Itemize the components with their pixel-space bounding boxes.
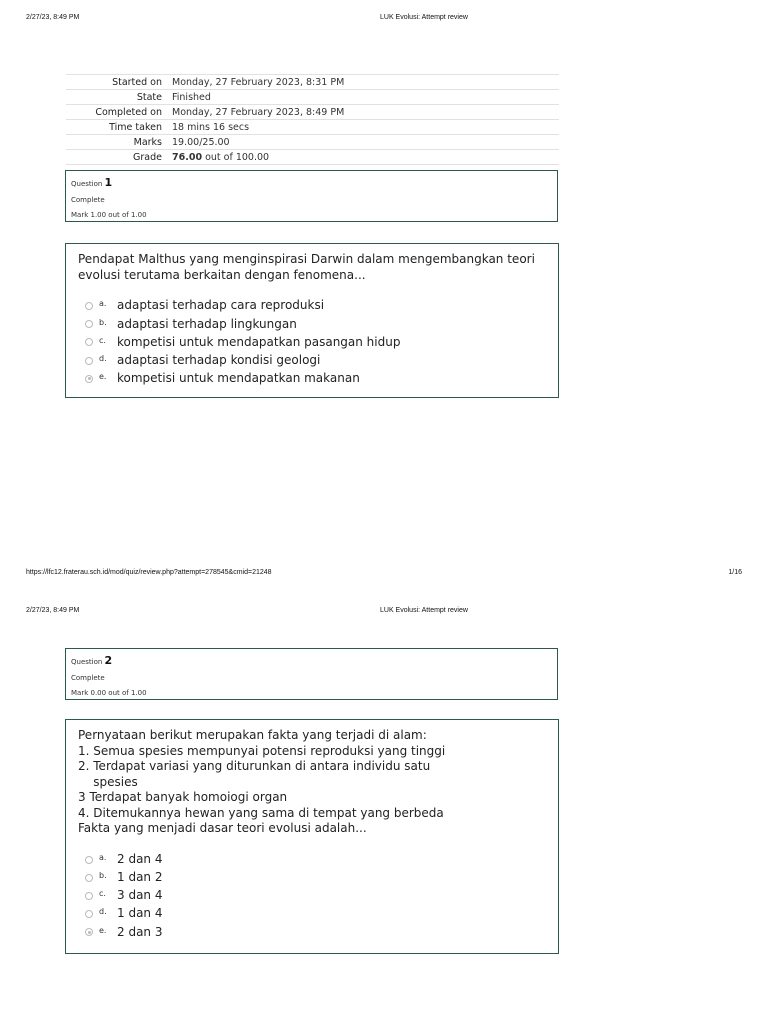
summary-row (66, 120, 559, 135)
radio-icon[interactable] (85, 856, 93, 864)
summary-label: Time taken (109, 121, 162, 133)
summary-value: 19.00/25.00 (172, 136, 230, 148)
answer-option-d[interactable]: d. 1 dan 4 (78, 905, 546, 923)
grade-label: Grade (133, 151, 162, 163)
grade-score: 76.00 (172, 151, 203, 163)
summary-label: State (136, 91, 162, 103)
question-text: Pendapat Malthus yang menginspirasi Darwin dalam mengembangkan teori evolusi terutama berkaitan dengan fenomena... (78, 252, 535, 282)
question-label: Question (71, 180, 103, 188)
radio-selected-icon[interactable] (85, 375, 93, 383)
summary-value: Monday, 27 February 2023, 8:31 PM (172, 76, 345, 88)
radio-icon[interactable] (85, 874, 93, 882)
summary-label: Started on (112, 76, 162, 88)
question-status: Complete (71, 196, 105, 204)
radio-icon[interactable] (85, 892, 93, 900)
question-content-2 (65, 719, 559, 954)
question-mark: Mark 0.00 out of 1.00 (71, 689, 147, 697)
answer-option-b[interactable]: b. adaptasi terhadap lingkungan (78, 315, 546, 333)
answer-option-a[interactable]: a. adaptasi terhadap cara reproduksi (78, 297, 546, 315)
answer-list (78, 851, 546, 942)
attempt-summary-table (66, 74, 559, 165)
summary-row (66, 90, 559, 105)
summary-row (66, 105, 559, 120)
answer-option-c[interactable]: c. kompetisi untuk mendapatkan pasangan hidup (78, 333, 546, 351)
answer-option-a[interactable]: a. 2 dan 4 (78, 851, 546, 869)
summary-value: Finished (172, 91, 211, 103)
question-content-1 (65, 243, 559, 398)
answer-option-b[interactable]: b. 1 dan 2 (78, 869, 546, 887)
answer-list (78, 297, 546, 388)
question-text: Pernyataan berikut merupakan fakta yang terjadi di alam: 1. Semua spesies mempunyai potensi reproduksi yang tinggi 2. Terdapat variasi yang diturunkan di antara individu satu spesies 3 Terdapat banyak homoiogi organ 4. Ditemukannya hewan yang sama di tempat yang berbeda Fakta yang menjadi dasar teori evolusi adalah... (78, 728, 446, 835)
summary-row (66, 75, 559, 90)
question-info-2 (65, 648, 558, 700)
summary-value: Monday, 27 February 2023, 8:49 PM (172, 106, 345, 118)
question-number: 1 (104, 176, 113, 189)
answer-option-d[interactable]: d. adaptasi terhadap kondisi geologi (78, 352, 546, 370)
grade-suffix: out of 100.00 (205, 151, 270, 163)
answer-option-e[interactable]: e. 2 dan 3 (78, 923, 546, 941)
radio-icon[interactable] (85, 910, 93, 918)
question-mark: Mark 1.00 out of 1.00 (71, 211, 147, 219)
print-title: LUK Evolusi: Attempt review (380, 14, 468, 21)
summary-label: Completed on (95, 106, 162, 118)
radio-icon[interactable] (85, 302, 93, 310)
print-page-number: 1/16 (728, 569, 742, 576)
print-url: https://lfc12.fraterau.sch.id/mod/quiz/review.php?attempt=278545&cmid=21248 (26, 569, 272, 576)
question-status: Complete (71, 674, 105, 682)
print-datetime: 2/27/23, 8:49 PM (26, 14, 80, 21)
grade-value (172, 150, 559, 165)
radio-selected-icon[interactable] (85, 928, 93, 936)
answer-option-c[interactable]: c. 3 dan 4 (78, 887, 546, 905)
summary-label: Marks (133, 136, 162, 148)
radio-icon[interactable] (85, 338, 93, 346)
print-title: LUK Evolusi: Attempt review (380, 607, 468, 614)
print-datetime: 2/27/23, 8:49 PM (26, 607, 80, 614)
question-number: 2 (104, 654, 113, 667)
question-label: Question (71, 658, 103, 666)
summary-row-grade (66, 150, 559, 165)
summary-value: 18 mins 16 secs (172, 121, 250, 133)
radio-icon[interactable] (85, 357, 93, 365)
answer-option-e[interactable]: e. kompetisi untuk mendapatkan makanan (78, 370, 546, 388)
radio-icon[interactable] (85, 320, 93, 328)
summary-row (66, 135, 559, 150)
question-info-1 (65, 170, 558, 222)
